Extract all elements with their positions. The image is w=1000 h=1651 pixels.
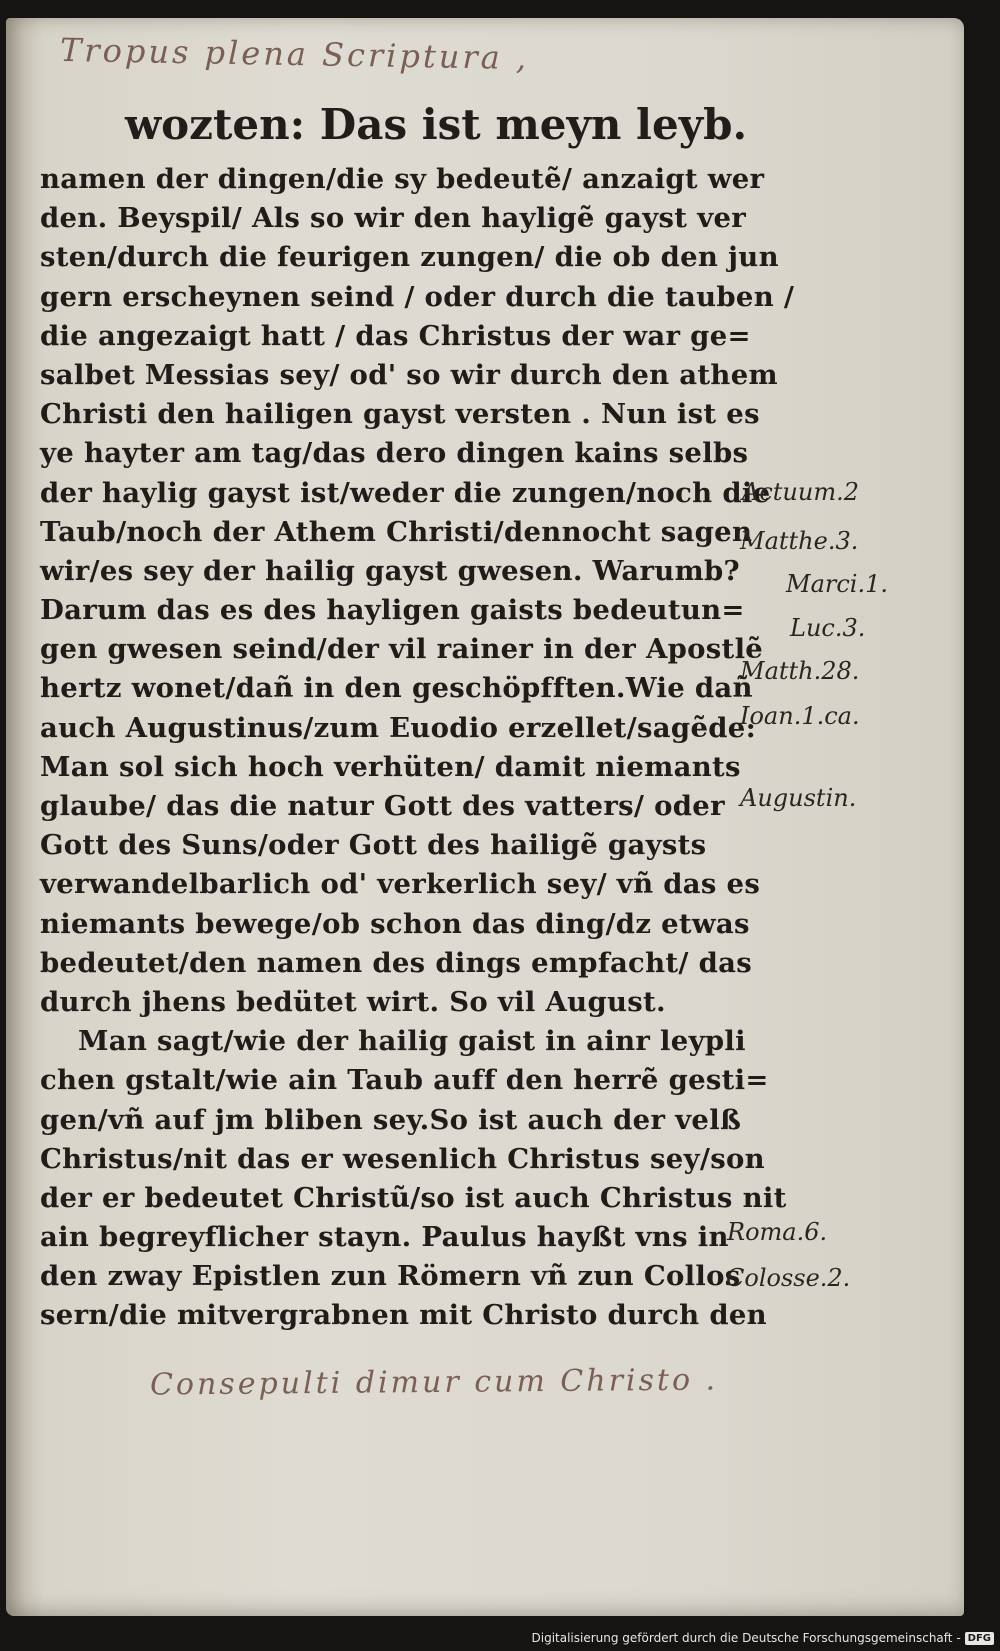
text-line: gen gwesen seind/der vil rainer in der Apostlẽ xyxy=(40,633,764,666)
digitization-credit xyxy=(532,1631,995,1645)
text-line: bedeutet/den namen des dings empfacht/ das xyxy=(40,946,753,979)
running-head: wozten: Das ist meyn leyb. xyxy=(125,100,748,149)
text-line: Man sol sich hoch verhüten/ damit niemants xyxy=(40,750,741,783)
text-line: verwandelbarlich od' verkerlich sey/ vñ das es xyxy=(40,868,761,901)
text-line: der haylig gayst ist/weder die zungen/noch die xyxy=(40,476,771,509)
text-line: Darum das es des hayligen gaists bedeutun= xyxy=(40,594,745,627)
text-line: die angezaigt hatt / das Christus der war ge= xyxy=(40,319,751,352)
text-line: wir/es sey der hailig gayst gwesen. Warumb? xyxy=(40,554,740,587)
text-line: Christus/nit das er wesenlich Christus sey/son xyxy=(40,1142,765,1175)
text-line: Taub/noch der Athem Christi/dennocht sagen xyxy=(40,515,753,548)
text-line: glaube/ das die natur Gott des vatters/ oder xyxy=(40,790,725,822)
margin-note: Roma.6. xyxy=(727,1218,828,1246)
text-line: durch jhens bedütet wirt. So vil August. xyxy=(40,985,666,1018)
text-line: niemants bewege/ob schon das ding/dz etwas xyxy=(40,907,750,940)
text-line: hertz wonet/dañ in den geschöpfften.Wie dañ xyxy=(40,672,753,705)
margin-note: Colosse.2. xyxy=(726,1264,851,1292)
dfg-logo: DFG xyxy=(965,1632,994,1645)
margin-note: Marci.1. xyxy=(786,570,888,598)
margin-note: Matthe.3. xyxy=(740,527,859,555)
text-line: ain begreyflicher stayn. Paulus hayßt vns in xyxy=(40,1221,729,1254)
text-line: sern/die mitvergrabnen mit Christo durch den xyxy=(40,1299,767,1332)
text-line: den. Beyspil/ Als so wir den hayligẽ gayst ver xyxy=(40,202,747,235)
margin-note: Ioan.1.ca. xyxy=(740,702,860,730)
text-line: sten/durch die feurigen zungen/ die ob den jun xyxy=(40,241,779,274)
text-line: Christi den hailigen gayst versten . Nun ist es xyxy=(40,398,760,431)
text-line: chen gstalt/wie ain Taub auff den herrẽ gesti= xyxy=(40,1064,769,1097)
text-line: Gott des Suns/oder Gott des hailigẽ gaysts xyxy=(40,829,707,862)
text-line: auch Augustinus/zum Euodio erzellet/sagẽde: xyxy=(40,711,757,744)
text-line: ye hayter am tag/das dero dingen kains selbs xyxy=(40,437,749,470)
handwritten-note-top: Tropus plena Scriptura , xyxy=(59,30,530,78)
credit-text: Digitalisierung gefördert durch die Deutsche Forschungsgemeinschaft - xyxy=(531,1631,961,1645)
margin-note: Matth.28. xyxy=(740,657,860,685)
handwritten-note-bottom: Consepulti dimur cum Christo . xyxy=(149,1362,719,1403)
margin-note: Actuum.2 xyxy=(742,478,859,506)
margin-note: Luc.3. xyxy=(790,614,866,642)
text-line: gern erscheynen seind / oder durch die tauben / xyxy=(40,280,795,313)
margin-note: Augustin. xyxy=(740,784,857,812)
text-line: salbet Messias sey/ od' so wir durch den athem xyxy=(40,358,778,391)
text-line: den zway Epistlen zun Römern vñ zun Collos xyxy=(40,1260,741,1293)
text-line: gen/vñ auf jm bliben sey.So ist auch der velß xyxy=(40,1103,742,1136)
text-line: namen der dingen/die sy bedeutẽ/ anzaigt wer xyxy=(40,163,765,195)
text-line: der er bedeutet Christũ/so ist auch Christus nit xyxy=(40,1181,787,1214)
text-line: Man sagt/wie der hailig gaist in ainr leypli xyxy=(78,1025,746,1058)
